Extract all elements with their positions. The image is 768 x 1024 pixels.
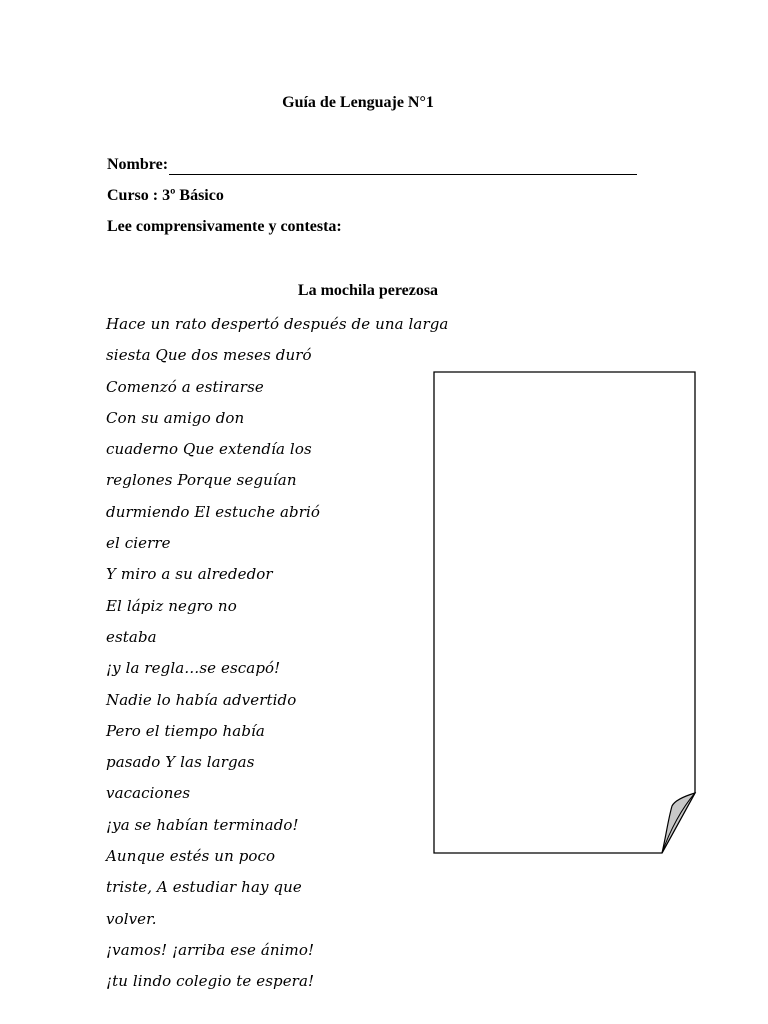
poem-line: El lápiz negro no [106,596,237,615]
name-field [107,155,637,175]
curled-page-icon [430,368,700,858]
page-title: Guía de Lenguaje N°1 [282,94,434,111]
poem-line: pasado Y las largas [106,753,255,772]
poem-line: el cierre [106,534,171,553]
poem-line: Comenzó a estirarse [106,377,264,396]
poem-line: triste, A estudiar hay que [106,878,302,897]
poem-line: cuaderno Que extendía los [106,440,312,459]
course-line: Curso : 3º Básico [107,187,224,204]
name-blank-line[interactable] [169,157,637,175]
poem-line: ¡y la regla…se escapó! [106,659,281,678]
poem-line: volver. [106,909,157,928]
poem-title: La mochila perezosa [297,282,439,299]
poem-line: Hace un rato despertó después de una larga [106,315,449,333]
poem-text [106,309,449,998]
poem-line: estaba [106,627,157,646]
instruction-text: Lee comprensivamente y contesta: [107,218,342,235]
poem-line: Y miro a su alrededor [106,565,273,584]
poem-line: reglones Porque seguían [106,471,297,490]
poem-line: durmiendo El estuche abrió [106,502,321,521]
poem-line: Aunque estés un poco [106,847,276,866]
poem-line: Nadie lo había advertido [106,690,297,709]
name-label: Nombre: [107,156,169,173]
poem-line: ¡ya se habían terminado! [106,815,299,834]
poem-line: ¡vamos! ¡arriba ese ánimo! [106,940,315,959]
poem-line: ¡tu lindo colegio te espera! [106,972,315,991]
poem-line: Pero el tiempo había [106,721,265,740]
drawing-box[interactable] [430,368,700,858]
poem-line: Con su amigo don [106,408,245,427]
poem-line: vacaciones [106,784,191,803]
poem-line: siesta Que dos meses duró [106,346,312,365]
